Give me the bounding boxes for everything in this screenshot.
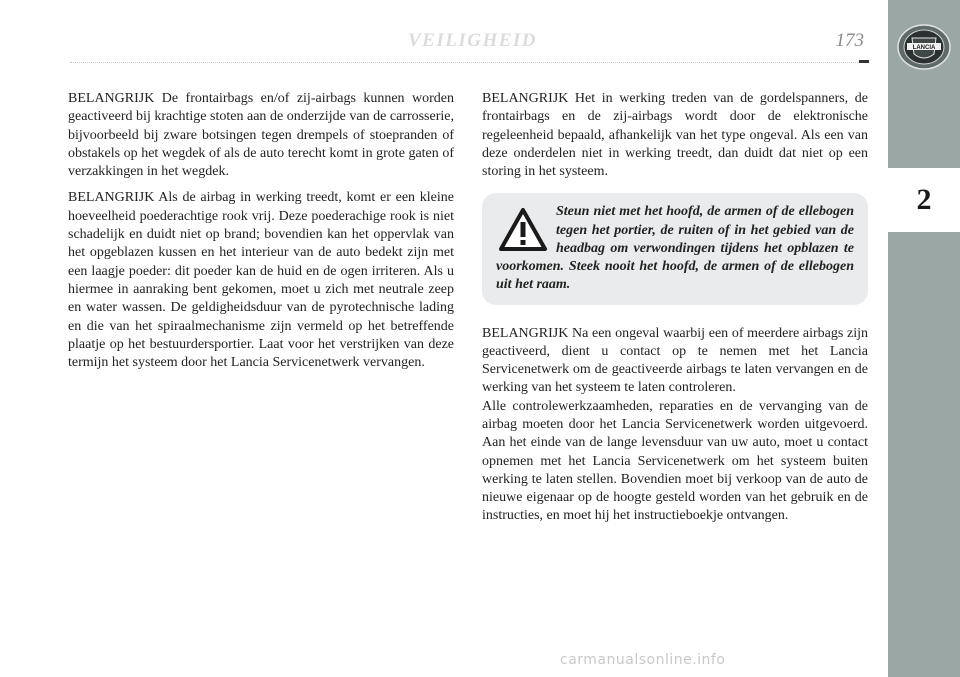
header-rule-end (859, 60, 869, 63)
page-header (70, 30, 870, 60)
lancia-shield-icon (897, 24, 951, 70)
right-column (482, 90, 868, 534)
paragraph: BELANGRIJK Het in werking treden van de gordelspanners, de frontairbags en de zij-airbags wordt door de elektronische regeleenheid bepaald, afhankelijk van het type ongeval. Als een van deze onderdelen niet in werking treedt, dan duidt dat niet op een storing in het systeem. (482, 91, 868, 180)
left-column (68, 90, 454, 380)
watermark: carmanualsonline.info (560, 652, 726, 668)
paragraph: Alle controlewerkzaamheden, reparaties en de vervanging van de airbag moeten door het Lancia Servicenetwerk worden uitgevoerd. Aan het einde van de lange levensduur van uw auto, moet u contact opnemen met het Lancia Servicenetwerk om het systeem buiten werking te laten stellen. Bovendien moet bij verkoop van de auto de nieuwe eigenaar op de hoogte gesteld worden van het gebruik en de instructies, en moet hij het instructieboekje ontvangen. (482, 398, 868, 524)
paragraph: BELANGRIJK Als de airbag in werking treedt, komt er een kleine hoeveelheid poederachtige rook vrij. Deze poederachige rook is niet schadelijk en duidt niet op brand; bovendien kan het oppervlak van het opgeblazen kussen en het interieur van de auto bedekt zijn met een laagje poeder: dit poeder kan de huid en de ogen irriteren. Als u hiermee in aanraking bent gekomen, moet u zich met neutrale zeep en water wassen. De geldigheidsduur van de pyrotechnische lading en die van het spiraalmechanisme zijn vermeld op het betreffende plaatje op het bestuurdersportier. Laat voor het verstrijken van deze termijn het systeem door het Lancia Servicenetwerk vervangen. (68, 190, 454, 371)
chapter-number: 2 (916, 183, 932, 216)
section-title: VEILIGHEID (408, 30, 538, 51)
paragraph: BELANGRIJK De frontairbags en/of zij-airbags kunnen worden geactiveerd bij krachtige stoten aan de onderzijde van de carrosserie, bijvoorbeeld bij zware botsingen tegen drempels of stoepranden of obstakels op het wegdek of als de auto terecht komt in grote gaten of verzakkingen in het wegdek. (68, 91, 454, 180)
page-number: 173 (835, 30, 864, 51)
warning-box (482, 193, 868, 304)
logo-text: LANCIA (912, 45, 936, 51)
chapter-tab[interactable] (888, 168, 960, 232)
warning-triangle-icon (498, 207, 548, 253)
header-rule (70, 62, 868, 63)
paragraph: BELANGRIJK Na een ongeval waarbij een of meerdere airbags zijn geactiveerd, dient u contact op te nemen met het Lancia Servicenetwerk om de geactiveerde airbags te laten vervangen en de werking van het systeem te laten controleren. (482, 325, 868, 396)
warning-text: Steun niet met het hoofd, de armen of de ellebogen tegen het portier, de ruiten of in het gebied van de headbag om verwondingen tijdens het opblazen te voorkomen. Steek nooit het hoofd, de armen of de ellebogen uit het raam. (496, 204, 854, 293)
chapter-sidebar (888, 0, 960, 677)
